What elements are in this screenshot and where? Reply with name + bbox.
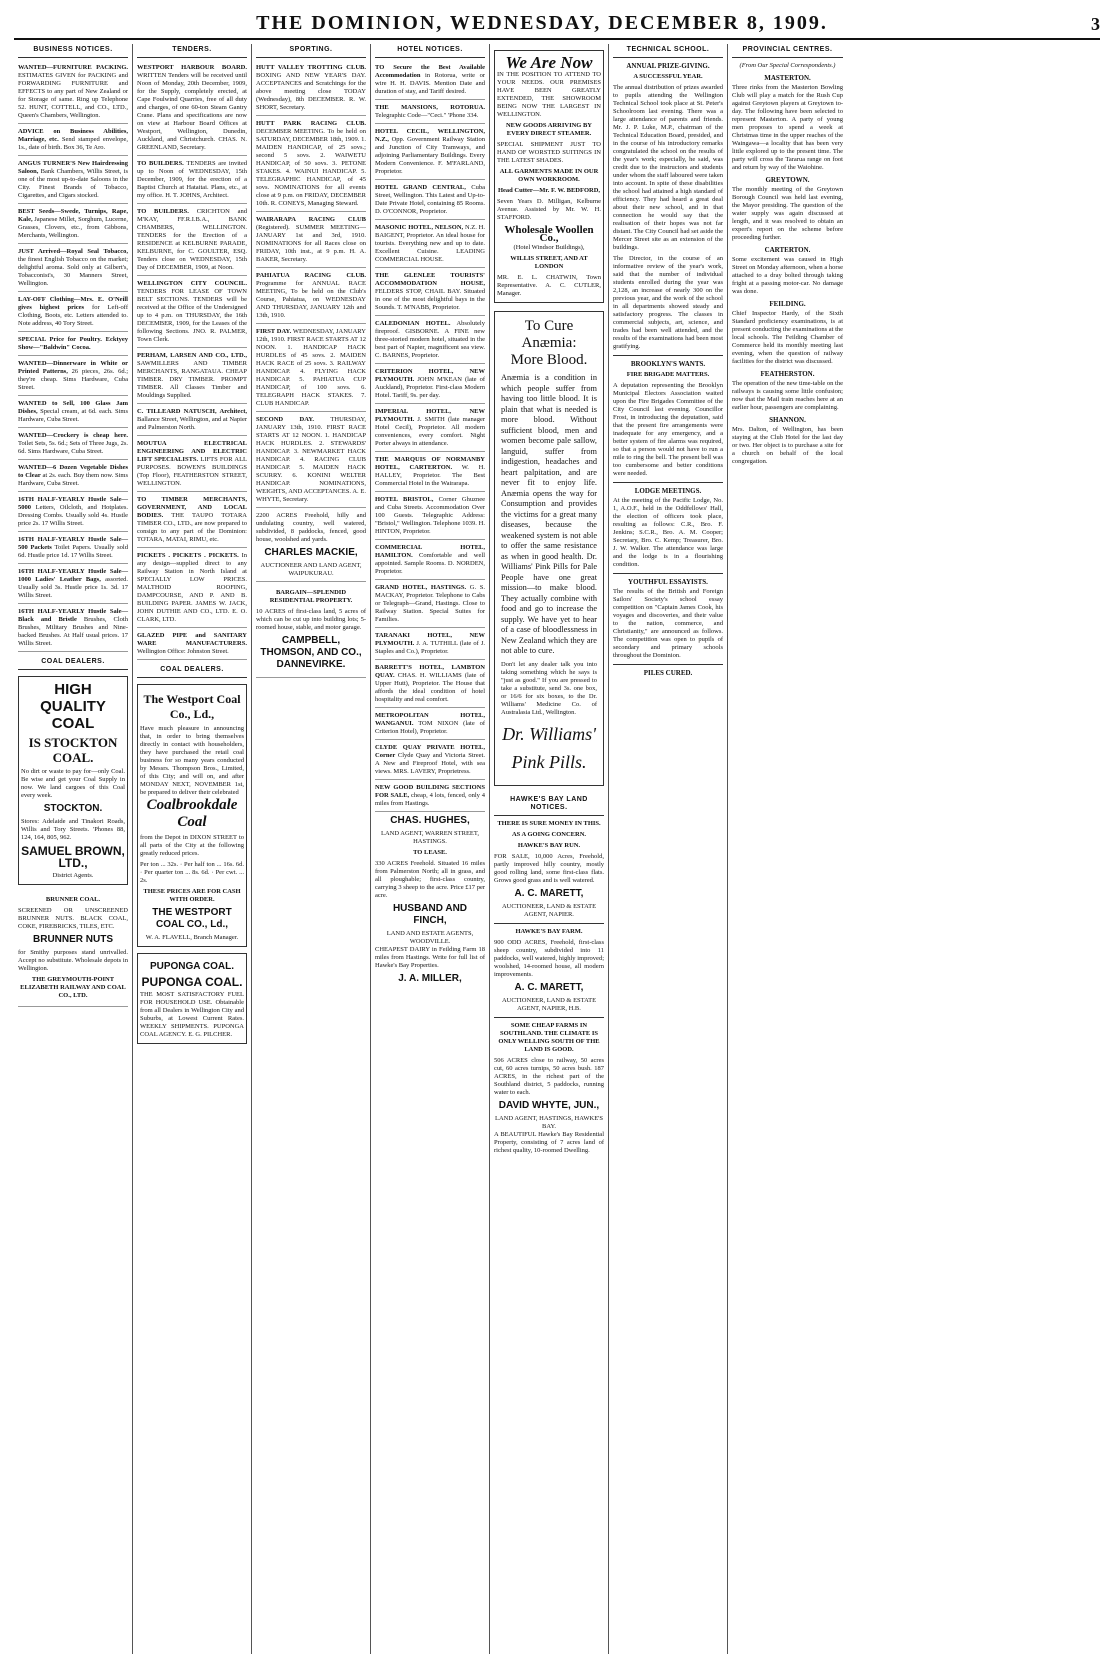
ad-subheadline: STOCKTON. xyxy=(43,803,103,814)
ad-text: W. H. HALLEY, Proprietor. The Best Commercial Hotel in the Wairarapa. xyxy=(375,464,485,487)
ad-caption: BRUNNER COAL. xyxy=(45,896,101,903)
ad-caption: HAWKE'S BAY FARM. xyxy=(515,927,583,935)
classified-ad xyxy=(137,206,247,276)
column-sporting xyxy=(252,44,371,1654)
ad-caption: FIRST DAY. xyxy=(256,328,292,335)
ad-caption: SECOND DAY. xyxy=(256,416,315,423)
article-paragraph: Chief Inspector Hardy, of the Sixth Standard proficiency examinations, is at present conducting the examinations at the local schools. The Feilding Chamber of Commerce held its monthly meeting last evening, when the question of railway facilities for the district was discussed. xyxy=(732,310,844,365)
ad-list xyxy=(18,62,128,652)
classified-ad xyxy=(137,438,247,492)
ad-body: Have much pleasure in announcing that, in order to bring themselves directly in contact with householders, they have purchased the retail coal business for so many years conducted by Messrs. Thompson Bros., Limited, of this City; and will on, and after MONDAY NEXT, NOVEMBER 1st, be prepared to deliver their celebrated xyxy=(140,725,244,796)
ad-caption: 16TH HALF-YEARLY Hustle Sale—Black and Bristle xyxy=(18,608,128,623)
ad-caption: PILES CURED. xyxy=(643,669,693,677)
ad-text: Wellington Office: Johnston Street. xyxy=(137,648,229,655)
article-subheading: FIRE BRIGADE MATTERS. xyxy=(626,371,710,378)
classified-ad xyxy=(375,582,485,628)
classified-ad xyxy=(375,454,485,492)
ad-body: SPECIAL SHIPMENT JUST TO HAND OF WORSTED SUITINGS IN THE LATEST SHADES. xyxy=(497,141,601,164)
ad-caption: WANTED—Dinnerware in White or Printed Patterns, xyxy=(18,360,128,375)
ad-body: 330 ACRES Freehold. Situated 16 miles from Palmerston North; all in grass, and all ploughable; first-class country, carrying 3 sheep to the acre. Price £17 per acre. xyxy=(375,860,485,899)
ad-text: FELDERS STOP, CHAIL BAY. Situated in one of the most delightful bays in the Sounds. T. M'NABB, Proprietor. xyxy=(375,288,485,311)
column-heading: TECHNICAL SCHOOL. xyxy=(613,44,723,58)
article-heading: YOUTHFUL ESSAYISTS. xyxy=(628,578,708,586)
ad-text: THURSDAY, JANUARY 13th, 1910. FIRST RACE STARTS AT 12 NOON. 1. HANDICAP HACK HURDLES. 2. STEWARDS' HANDICAP. 3. NEWMARKET HACK HANDICAP. 4. RACING CLUB HANDICAP. 5. MAIDEN HACK SCURRY. 6. KONINI WELTER HANDICAP. NOMINATIONS, WEIGHTS, AND ACCEPTANCES. A. E. WHYTE, Secretary. xyxy=(256,416,366,503)
ad-caption: ANGUS TURNER'S New Hairdressing Saloon, xyxy=(18,160,128,175)
ad-text: WRITTEN Tenders will be received until Noon of Monday, 20th December, 1909, for the Supply, completely erected, at Cape Foulwind Quarries, free of all duty and charges, of one 60-ton Steam Gantry Crane. Plans and specifications are now on view at Harbour Board Offices at Westport, Wellington, Dunedin, Auckland, and Christchurch. CHAS. N. GREENLAND, Secretary. xyxy=(137,72,247,151)
classified-ad xyxy=(18,566,128,604)
ad-caption: THE MARQUIS OF NORMANBY HOTEL, CARTERTON. xyxy=(375,456,485,471)
ad-caption: BARGAIN—SPLENDID RESIDENTIAL PROPERTY. xyxy=(269,589,353,604)
ad-list xyxy=(137,62,247,660)
ad-headline: HIGH QUALITY COAL xyxy=(40,681,106,732)
ad-caption: NEW GOOD BUILDING SECTIONS FOR SALE, xyxy=(375,784,485,799)
divider xyxy=(613,573,723,574)
classified-ad xyxy=(375,782,485,812)
article-heading: FEILDING. xyxy=(769,300,806,308)
article-subheading: ANNUAL PRIZE-GIVING. xyxy=(626,62,710,70)
ad-caption: HUTT VALLEY TROTTING CLUB. xyxy=(256,64,366,71)
ad-caption: HOTEL GRAND CENTRAL, xyxy=(375,184,466,191)
ad-text: Opp. Government Railway Station and Junction of City Tramways, and adjoining Parliamentary Buildings. Every Modern Convenience. F. M'FARLAND, Proprietor. xyxy=(375,136,486,175)
classified-ad xyxy=(137,494,247,548)
classified-ad xyxy=(256,214,366,268)
classified-ad xyxy=(375,182,485,220)
column-heading: BUSINESS NOTICES. xyxy=(18,44,128,58)
classified-ad xyxy=(375,102,485,124)
ad-text: THE TAUPO TOTARA TIMBER CO., LTD., are now prepared to consign to any part of the Dominion: TOTARA, MATAI, RIMU, etc. xyxy=(137,512,247,543)
column-heading: HOTEL NOTICES. xyxy=(375,44,485,58)
classified-ad xyxy=(18,494,128,532)
classified-ad xyxy=(375,742,485,780)
classified-ad xyxy=(137,406,247,436)
divider xyxy=(613,482,723,483)
article-paragraph: The operation of the new time-table on the railways is causing some little confusion; now that the Mail train reaches here at an earlier hour, passengers are complaining. xyxy=(732,380,844,411)
classified-ad xyxy=(256,62,366,116)
article-paragraph: The annual distribution of prizes awarded to pupils attending the Wellington Technical School took place at St. Peter's Schoolroom last evening. There was a large attendance of parents and friends. Mr. J. P. Luke, M.P., chairman of the Technical Education Board, presided, and in the course of his introductory remarks congratulated the school on the results of the year's work; especially, he said, was credit due to the instructors and students under whom the staff laboured were taken into account. In spite of these disabilities the school had attained a high standard of efficiency. They had heard a great deal about their new school, and in that connection he would say that the realisation of their hopes was not far distant. The City Council had set aside the Mercer Street site as an extension of the buildings. xyxy=(613,84,724,251)
ad-body: 900 ODD ACRES, Freehold, first-class sheep country, subdivided into 11 paddocks, well watered, highly improved; woolshed, 14-roomed house, all modern improvements. xyxy=(494,938,604,978)
ad-text: Telegraphic Code—"Ceci." 'Phone 334. xyxy=(375,112,479,119)
ad-caption: PICKETS . PICKETS . PICKETS. xyxy=(137,552,239,559)
advertiser-name: J. A. MILLER, xyxy=(398,973,462,984)
classified-ad xyxy=(375,542,485,580)
ad-headline: BRUNNER NUTS xyxy=(33,934,113,945)
advertiser-name: A. C. MARETT, xyxy=(514,887,584,899)
puponga-coal-ad xyxy=(137,953,247,1044)
ad-text: (Registered). SUMMER MEETING—JANUARY 1st and 3rd, 1910. NOMINATIONS for all Races close on FRIDAY, 10th inst., at 9 p.m. H. A. BAKER, Secretary. xyxy=(256,224,366,263)
classified-ad xyxy=(375,62,485,100)
ad-caption: WANTED—6 Dozen Vegetable Dishes to Clear xyxy=(18,464,128,479)
ad-caption: THERE IS SURE MONEY IN THIS. xyxy=(497,819,601,827)
classified-ad xyxy=(375,126,485,180)
advertiser-name: CHARLES MACKIE, xyxy=(264,547,358,558)
hawkes-bay-heading: HAWKE'S BAY LAND NOTICES. xyxy=(494,794,604,816)
article-heading: CARTERTON. xyxy=(764,246,811,254)
ad-text: J. A. TUTHILL (late of J. Staples and Co.), Proprietor. xyxy=(375,640,485,655)
ad-body: Stores: Adelaide and Tinakori Roads, Willis and Tory Streets. 'Phones 88, 124, 164, 805, 962. xyxy=(21,818,125,841)
ad-text: assorted. Usually sold 3s. Hustle price 1s. 3d. 17 Willis Street. xyxy=(18,576,128,599)
column-technical-school xyxy=(609,44,728,1654)
ad-text: Ballance Street, Wellington, and at Napier and Palmerston North. xyxy=(137,416,247,431)
westport-coal-ad xyxy=(137,684,247,947)
ad-caption: NEW GOODS ARRIVING BY EVERY DIRECT STEAMER. xyxy=(505,122,593,137)
ad-body: for Smithy purposes stand unrivalled. Accept no substitute. Wholesale depots in Wellington. xyxy=(18,949,128,972)
advertiser-name: THE WESTPORT COAL CO., Ld., xyxy=(152,907,232,930)
ad-text: J. SMITH (late manager Hotel Cecil), Proprietor. All modern conveniences, every comfort. Night Porter always in attendance. xyxy=(375,416,485,447)
divider xyxy=(613,664,723,665)
ad-text: Corner Ghuznee and Cuba Streets. Accommodation Over 100 Guests. Telegraphic Address: "Bristol," Wellington. Telephone 1039. H. HINTON, Proprietor. xyxy=(375,496,486,535)
ad-text: Absolutely fireproof. GISBORNE. A FINE new three-storied modern hotel, situated in the best part of Napier, magnificent sea view. C. BARNES, Proprietor. xyxy=(375,320,485,359)
classified-ad xyxy=(18,534,128,564)
ad-caption: HUTT PARK RACING CLUB. xyxy=(256,120,366,127)
column-heading: TENDERS. xyxy=(137,44,247,58)
ad-caption: COMMERCIAL HOTEL, HAMILTON. xyxy=(375,544,485,559)
ad-text: Brushes, Cloth Brushes, Military Brushes and Nine-backed Brushes. At Half usual prices. 17 Willis Street. xyxy=(18,616,128,647)
ad-text: Special cream, at 6d. each. Sims Hardware, Cuba Street. xyxy=(18,408,128,423)
ad-text: Bank Chambers, Willis Street, is one of the most up-to-date Saloons in the City. Finest Brands of Tobacco, Cigarettes, and Cigars stocked. xyxy=(18,168,128,199)
ad-text: ESTIMATES GIVEN for PACKING and FORWARDING FURNITURE and EFFECTS to any part of New Zealand or for Storage of same. Ring up Telephone 52. HUNT, COTTELL, and CO., LTD., Queen's Chambers, Wellington. xyxy=(18,72,128,119)
advertiser-role: LAND AGENT, HASTINGS, HAWKE'S BAY. xyxy=(495,1114,603,1130)
ad-caption: WANTED—Crockery is cheap here. xyxy=(18,432,128,439)
ad-headline: More Blood. xyxy=(510,352,588,368)
price-note: THESE PRICES ARE FOR CASH WITH ORDER. xyxy=(143,888,241,903)
ad-caption: PAHIATUA RACING CLUB. xyxy=(256,272,366,279)
ad-caption: ALL GARMENTS MADE IN OUR OWN WORKROOM. xyxy=(499,168,599,183)
article-paragraph: At the meeting of the Pacific Lodge, No. 1, A.O.F., held in the Oddfellows' Hall, the election of officers took place, resulting as follows: C.R., Bro. F. Jenkins; S.C.R., Bro. A. M. Cooper; Secretary, Bro. C. Kemp; Treasurer, Bro. J. W. Walker. The attendance was large and the lodge is in a flourishing condition. xyxy=(613,497,723,568)
masthead-title: THE DOMINION, WEDNESDAY, DECEMBER 8, 1909. xyxy=(256,12,828,34)
ad-text: Toilet Papers. Usually sold 6d. Hustle price 1d. 17 Willis Street. xyxy=(18,544,128,559)
article-paragraph: The Director, in the course of an informative review of the year's work, said that the number of individual students enrolled during the year was 2,128, an increase of nearly 300 on the previous year, and the work of the school in all departments showed steady and satisfactory progress. The classes in commercial subjects, art, science, and trades had been well attended, and the results of the examinations had been most gratifying. xyxy=(613,255,723,350)
advertiser-role: LAND AND ESTATE AGENTS, WOODVILLE. xyxy=(386,930,474,945)
divider xyxy=(494,923,604,924)
ad-text: TENDERS are invited up to Noon of WEDNESDAY, 15th December, 1909, for the erection of a Baptist Church at Hataitai. Plans, etc., at my office. H. T. JOHNS, Architect. xyxy=(137,160,247,199)
ad-caption: TO TIMBER MERCHANTS, GOVERNMENT, AND LOCAL BODIES. xyxy=(137,496,247,519)
ad-body: IN THE POSITION TO ATTEND TO YOUR NEEDS. OUR PREMISES HAVE BEEN GREATLY EXTENDED, THE SHOWROOM BEING NOW THE LARGEST IN WELLINGTON. xyxy=(497,71,601,118)
ad-headline: Coalbrookdale Coal xyxy=(146,797,238,830)
pink-pills-ad xyxy=(494,311,604,786)
article-heading: SHANNON. xyxy=(769,416,806,424)
classified-ad xyxy=(18,62,128,124)
ad-text: Send stamped envelope, 1s., date of birth. Box 36, Te Aro. xyxy=(18,136,129,151)
ad-text: WEDNESDAY, JANUARY 12th, 1910. FIRST RACE STARTS AT 12 NOON. 1. HANDICAP HACK HURDLES of 45 sovs. 2. MAIDEN HACK RACE of 25 sovs. 3. RAILWAY HANDICAP. 4. FLYING HACK HANDICAP. 5. PAHIATUA CUP HANDICAP, of 100 sovs. 6. TELEGRAPH HACK STAKES. 7. CLUB HANDICAP. xyxy=(256,328,366,407)
classified-ad xyxy=(256,270,366,324)
divider xyxy=(613,355,723,356)
advertiser-role: AUCTIONEER, LAND & ESTATE AGENT, NAPIER. xyxy=(501,902,597,918)
classified-ad xyxy=(375,662,485,708)
divider xyxy=(494,1017,604,1018)
ad-headline: IS STOCKTON COAL. xyxy=(28,735,118,765)
advertiser-name: SAMUEL BROWN, LTD., xyxy=(21,844,125,870)
ad-caption: TO Secure the Best Available Accommodation xyxy=(375,64,485,79)
ad-caption: WANTED—FURNITURE PACKING. xyxy=(18,64,128,71)
classified-ad xyxy=(256,118,366,212)
coal-dealers-heading: COAL DEALERS. xyxy=(18,656,128,670)
advertiser-role: AUCTIONEER, LAND & ESTATE AGENT, NAPIER, H.B. xyxy=(501,996,597,1012)
ad-body: Seven Years D. Milligan, Kelburne Avenue. Assisted by Mr. W. H. STAFFORD. xyxy=(497,198,601,221)
advertiser-name: HUSBAND AND FINCH, xyxy=(392,903,468,926)
article-paragraph: Some excitement was caused in High Street on Monday afternoon, when a horse attached to a dray bolted through taking fright at a passing motor-car. No damage was done. xyxy=(732,256,843,295)
ad-caption: WAIRARAPA RACING CLUB xyxy=(256,216,366,223)
article-paragraph: The monthly meeting of the Greytown Borough Council was held last evening, the Mayor presiding. The question of the water supply was again discussed at length, and it was resolved to obtain an expert's report on the scheme before proceeding further. xyxy=(732,186,843,241)
article-paragraph: Mrs. Dalton, of Wellington, has been staying at the Club Hotel for the last day or two. Her object is to purchase a site for a church on behalf of the local congregation. xyxy=(732,426,843,465)
ad-text: Japanese Millet, Sorghum, Lucerne, Grasses, Clovers, etc., from Gibbons, Merchants, Wellington. xyxy=(18,216,128,239)
land-ad xyxy=(256,510,366,582)
ad-text: Clyde Quay and Victoria Street. A New and Fireproof Hotel, with sea views. MRS. LAVERY, Proprietress. xyxy=(375,752,485,775)
ad-text: In any design—supplied direct to any Railway Station in North Island at SPECIALLY LOW PRICES. MALTHOID ROOFING, DAMPCOURSE, AND P. AND B. BUILDING PAPER. JAMES W. JACK, JOHN DUTHIE AND CO., LTD. E. O. CLARK, LTD. xyxy=(137,552,248,623)
ad-caption: TO BUILDERS. xyxy=(137,160,184,167)
classified-ad xyxy=(18,462,128,492)
ad-headline: PUPONGA COAL. xyxy=(141,975,243,989)
ad-caption: HAWKE'S BAY RUN. xyxy=(517,841,581,849)
ad-caption: WELLINGTON CITY COUNCIL. xyxy=(137,280,247,287)
advertiser-address: (Hotel Windsor Buildings), xyxy=(513,244,585,251)
column-business-notices xyxy=(14,44,133,1654)
ad-text: for Left-off Clothing, Boots, etc. Letters attended to. Note address, 40 Tory Street. xyxy=(18,304,129,327)
woollen-co-ad xyxy=(494,50,604,303)
ad-text: Comfortable and well appointed. Sample Rooms. D. NORDEN, Proprietor. xyxy=(375,552,486,575)
page-number: 3 xyxy=(1091,14,1100,34)
ad-text: DECEMBER MEETING. To be held on SATURDAY, DECEMBER 18th, 1909. 1. MAIDEN HANDICAP, of 25 sovs.; second 5 sovs. 2. WAIWETU HANDICAP, of 50 sovs. 3. PETONE STAKES. 4. WAINUI HANDICAP. 5. TELEGRAPHIC HANDICAP, of 45 sovs. NOMINATIONS for all events close at 9 p.m. on FRIDAY, DECEMBER 10th. R. CONEYS, Managing Steward. xyxy=(256,128,366,207)
ad-headline: The Westport Coal Co., Ld., xyxy=(143,692,241,721)
masthead xyxy=(14,10,1100,40)
classified-ad xyxy=(256,414,366,508)
ad-caption: 16TH HALF-YEARLY Hustle Sale—500 Packets xyxy=(18,536,128,551)
ad-caption: AS A GOING CONCERN. xyxy=(511,830,587,838)
ad-caption: WESTPORT HARBOUR BOARD. xyxy=(137,64,247,71)
ad-caption: WANTED to Sell, 100 Glass Jam Dishes, xyxy=(18,400,128,415)
land-ad xyxy=(256,584,366,678)
ad-caption: GLAZED PIPE and SANITARY WARE MANUFACTURERS. xyxy=(137,632,247,647)
advertiser-name: CAMPBELL, THOMSON, AND CO., DANNEVIRKE. xyxy=(260,635,362,670)
classified-ad xyxy=(18,358,128,396)
ad-body: 10 ACRES of first-class land, 5 acres of which can be cut up into building lots; 5-roomed house, stable, and motor garage. xyxy=(256,608,366,631)
ad-caption: TO BUILDERS. xyxy=(137,208,189,215)
ad-caption: ADVICE on Business Abilities, Marriage, etc. xyxy=(18,128,128,143)
article-heading: MASTERTON. xyxy=(764,74,811,82)
column-display-ads xyxy=(490,44,609,1654)
classified-ad xyxy=(18,294,128,332)
ad-list xyxy=(256,62,366,508)
classified-ad xyxy=(18,158,128,204)
column-provincial-centres xyxy=(728,44,847,1654)
classified-ad xyxy=(375,366,485,404)
coal-dealers-heading: COAL DEALERS. xyxy=(137,664,247,678)
columns xyxy=(14,44,1100,1654)
ad-caption: CALEDONIAN HOTEL. xyxy=(375,320,451,327)
ad-text: the finest English Tobacco on the market; delightful aroma. Sold only at Gilbert's, Tobacconist's, 30 Manners Street, Wellington. xyxy=(18,256,128,287)
ad-text: BOXING AND NEW YEAR'S DAY. ACCEPTANCES and Scratchings for the above meeting close TODAY (Wednesday), 8th DECEMBER. R. W. SHORT, Secretary. xyxy=(256,72,366,111)
classified-ad xyxy=(137,158,247,204)
ad-text: SAWMILLERS AND TIMBER MERCHANTS, RANGATAUA. CHEAP TIMBER. DRY TIMBER. PROMPT TIMBER. All Classes Timber and Mouldings Supplied. xyxy=(137,360,247,399)
column-heading: PROVINCIAL CENTRES. xyxy=(732,44,843,58)
ad-text: in Rotorua, write or wire H. H. DAVIS. Mention Date and duration of stay, and Tariff desired. xyxy=(375,72,485,95)
classified-ad xyxy=(18,606,128,652)
article-heading: BROOKLYN'S WANTS. xyxy=(630,360,706,368)
ad-caption: 16TH HALF-YEARLY Hustle Sale—5000 xyxy=(18,496,128,511)
ad-caption: C. TILLEARD NATUSCH, Architect, xyxy=(137,408,247,415)
ad-text: Toilet Sets, 5s. 6d.; Sets of Three Jugs, 2s. 6d. Sims Hardware, Cuba Street. xyxy=(18,440,128,455)
ad-text: G. S. MACKAY, Proprietor. Telephone to Cabs or Telegraph—Grand, Hastings. Close to Railway Station. Special Suites for Families. xyxy=(375,584,486,623)
classified-ad xyxy=(18,206,128,244)
ad-caption: THE GLENLEE TOURISTS' ACCOMMODATION HOUSE, xyxy=(375,272,485,287)
ad-caption: HOTEL CECIL, WELLINGTON, N.Z., xyxy=(375,128,485,143)
ad-caption: HOTEL BRISTOL, xyxy=(375,496,434,503)
ad-body: CHEAPEST DAIRY in Feilding Farm 18 miles from Hastings. Write for full list of Hawke's Bay Properties. xyxy=(375,946,485,969)
brunner-coal-ad xyxy=(18,891,128,1007)
column-tenders xyxy=(133,44,252,1654)
ad-caption: JUST Arrived—Royal Seal Tobacco, xyxy=(18,248,128,255)
ad-caption: CLYDE QUAY PRIVATE HOTEL, Corner xyxy=(375,744,485,759)
classified-ad xyxy=(256,326,366,412)
article-heading: GREYTOWN. xyxy=(765,176,810,184)
advertiser-role: LAND AGENT, WARREN STREET, HASTINGS. xyxy=(380,830,480,845)
column-heading: SPORTING. xyxy=(256,44,366,58)
advertiser-role: AUCTIONEER AND LAND AGENT, WAIPUKURAU. xyxy=(260,562,362,577)
ad-headline: PUPONGA COAL. xyxy=(149,961,235,972)
ad-text: Letters, Oilcloth, and Hotplates. Dressing Combs. Usually sold 4s. Hustle price 2s. 17 Willis Street. xyxy=(18,504,128,527)
ad-text: at 2s. each. Buy them now. Sims Hardware, Cuba Street. xyxy=(18,472,129,487)
ad-caption: MASONIC HOTEL, NELSON, xyxy=(375,224,464,231)
classified-ad xyxy=(18,398,128,428)
ad-caption: 16TH HALF-YEARLY Hustle Sale—1000 Ladies' Leather Bags, xyxy=(18,568,128,583)
classified-ad xyxy=(18,334,128,356)
advertiser-role: District Agents. xyxy=(52,872,94,879)
ad-body: 2200 ACRES Freehold, hilly and undulating country, well watered, subdivided, 8 paddocks, fenced, good house, woolshed and yards. xyxy=(256,512,366,543)
classified-ad xyxy=(18,430,128,460)
advertiser-name: Wholesale Woollen Co., xyxy=(504,224,594,244)
ad-text: Cuba Street, Wellington. This Latest and Up-to-Date Private Hotel, containing 85 Rooms. D. O'CONNOR, Proprietor. xyxy=(375,184,485,215)
classified-ad xyxy=(375,406,485,452)
ad-caption: TO LEASE. xyxy=(413,849,447,856)
advertiser-role: W. A. FLAVELL, Branch Manager. xyxy=(145,934,239,941)
classified-ad xyxy=(375,710,485,740)
column-hotel-notices xyxy=(371,44,490,1654)
ad-text: CHAS. H. WILLIAMS (late of Upper Hutt), Proprietor. The House that affords the ideal condition of hotel hospitality and real comfort. xyxy=(375,672,486,703)
column-subheading: (From Our Special Correspondents.) xyxy=(739,62,836,69)
classified-ad xyxy=(137,350,247,404)
advertiser-address: WILLIS STREET, AND AT LONDON xyxy=(510,255,588,270)
ad-body: SCREENED OR UNSCREENED BRUNNER NUTS. BLACK COAL, COKE, FIREBRICKS, TILES, ETC. xyxy=(18,907,128,930)
classified-ad xyxy=(375,270,485,316)
ad-body: Anæmia is a condition in which people suffer from having too little blood. It is plain that what is needed is more blood. Without sufficient blood, men and women become pale sallow, languid, suffer from indigestion, headaches and heart palpitation, and are never fit to enjoy life. Anæmia opens the way for Consumption and provides the victims for a great many diseases, because the weakened system is not able to offer the same resistance as when in good health. Dr. Williams' Pink Pills for Pale People have one great mission—to make blood. They actually combine with food and go to increase the supply. We have yet to hear of a case of bloodlessness in New Zealand which they are not able to cure. xyxy=(501,373,597,655)
ad-body: FOR SALE, 10,000 Acres, Freehold, partly improved hilly country, mostly good rolling land, some first-class flats. Grows good grass and is well watered. xyxy=(494,852,604,884)
classified-ad xyxy=(18,246,128,292)
ad-caption: SOME CHEAP FARMS IN SOUTHLAND. THE CLIMATE IS ONLY WELLING SOUTH OF THE LAND IS GOOD. xyxy=(498,1021,600,1053)
classified-ad xyxy=(375,494,485,540)
ad-body: 506 ACRES close to railway, 50 acres cut, 60 acres turnips, 50 acres bush. 187 ACRES, in the richest part of the Southland district, 5 paddocks, running water to each. xyxy=(494,1056,604,1096)
ad-note: Don't let any dealer talk you into taking something which he says is "just as good." If you are pressed to take a substitute, send 3s. one box, or 16/6 for six boxes, to the Dr. Williams' Medicine Co. of Australasia Ltd., Wellington. xyxy=(501,660,597,716)
price-list: Per ton ... 32s. · Per half ton ... 16s. 6d. · Per quarter ton ... 8s. 6d. · Per cwt. ... 2s. xyxy=(140,861,244,884)
article-paragraph: Three rinks from the Masterton Bowling Club will play a match for the Rush Cup against Greytown players at Greytown to-day. The following have been selected to represent Masterton. A party of young men proposes to spend a week at Christmas time in the upper reaches of the Waingawa—a locality that has been very little explored up to the present time. The party will cross the Tararua range on foot and return by way of the Waiohine. xyxy=(732,84,843,171)
advertiser-name: CHAS. HUGHES, xyxy=(390,815,470,826)
ad-caption: PERHAM, LARSEN AND CO., LTD., xyxy=(137,352,247,359)
article-subheading: A SUCCESSFUL YEAR. xyxy=(633,73,703,80)
advertiser-name: THE GREYMOUTH-POINT ELIZABETH RAILWAY AND COAL CO., LTD. xyxy=(20,976,126,999)
stockton-coal-ad xyxy=(18,676,128,885)
classified-ad xyxy=(137,278,247,348)
ad-caption: BEST Seeds—Swede, Turnips, Rape, Kale, xyxy=(18,208,128,223)
ad-caption: IMPERIAL HOTEL, NEW PLYMOUTH. xyxy=(375,408,485,423)
ad-brand: Dr. Williams' xyxy=(502,723,596,744)
ad-caption: SPECIAL Price for Poultry. Ecktyey Show—"Baldwin" Cocoa. xyxy=(18,336,128,351)
ad-headline: We Are Now xyxy=(505,53,593,72)
ad-text: CRICHTON and M'KAY, FF.R.I.B.A., BANK CHAMBERS, WELLINGTON. TENDERS for the Erection of a RESIDENCE at KELBURNE PARADE, KELBURNE, for C. GOULTER, ESQ. Tenders close on WEDNESDAY, 15th Day of DECEMBER, 1909, at Noon. xyxy=(137,208,247,271)
ad-text: cheap, 4 lots, fenced, only 4 miles from Hastings. xyxy=(375,792,486,807)
article-paragraph: The results of the British and Foreign Sailors' Society's school essay competition on "Captain James Cook, his voyages and discoveries, and their value to the nation, commerce, and Christianity," are announced as follows. The competition was open to pupils of secondary and primary schools throughout the Dominion. xyxy=(613,588,723,659)
ad-text: TOM NIXON (late of Criterion Hotel), Proprietor. xyxy=(375,720,485,735)
ad-caption: CRITERION HOTEL, NEW PLYMOUTH. xyxy=(375,368,485,383)
ad-caption: THE MANSIONS, ROTORUA. xyxy=(375,104,485,111)
ad-caption: MOUTUA ELECTRICAL ENGINEERING AND ELECTRIC LIFT SPECIALISTS. xyxy=(137,440,247,463)
ad-body: from the Depot in DIXON STREET to all parts of the City at the following greatly reduced prices. xyxy=(140,834,244,857)
ad-list xyxy=(375,62,485,812)
classified-ad xyxy=(137,62,247,156)
ad-body: THE MOST SATISFACTORY FUEL FOR HOUSEHOLD USE. Obtainable from all Dealers in Wellington City and Suburbs, at Lowest Current Rates. WEEKLY SHIPMENTS. PUPONGA COAL AGENCY. E. G. PILCHER. xyxy=(140,991,244,1038)
classified-ad xyxy=(18,126,128,156)
ad-text: Programme for ANNUAL RACE MEETING, To be held on the Club's Course, Pahiatua, on WEDNESDAY AND THURSDAY, JANUARY 12th and 13th, 1910. xyxy=(256,280,366,319)
classified-ad xyxy=(137,630,247,660)
article-paragraph: A deputation representing the Brooklyn Municipal Electors Association waited upon the Fire Brigades Committee of the City Council last evening. Councillor Frost, in introducing the deputation, said that the present fire arrangements were inadequate for any emergency, and a better system of fire alarms was required, so that a person would not have to run a mile to ring the bell. The present bell was too cumbersome and better conditions were needed. xyxy=(613,382,723,477)
ad-caption: BARRETT'S HOTEL, LAMBTON QUAY. xyxy=(375,664,485,679)
ad-headline: To Cure Anæmia: xyxy=(521,318,577,351)
ad-body: A BEAUTIFUL Hawke's Bay Residential Property, consisting of 7 acres land of richest quality, 10-roomed Dwelling. xyxy=(494,1130,604,1154)
ad-caption: METROPOLITAN HOTEL, WANGANUI. xyxy=(375,712,485,727)
article-heading: LODGE MEETINGS. xyxy=(634,487,702,495)
advertiser-name: A. C. MARETT, xyxy=(514,981,584,993)
classified-ad xyxy=(375,222,485,268)
ad-caption: Head Cutter—Mr. F. W. BEDFORD, xyxy=(497,187,601,194)
ad-text: TENDERS FOR LEASE OF TOWN BELT SECTIONS. TENDERS will be received at the Office of the Undersigned up to 4 p.m. on THURSDAY, the 16th DECEMBER, 1909, for the Leases of the following Sections. JNO. R. PALMER, Town Clerk. xyxy=(137,288,247,343)
classified-ad xyxy=(375,318,485,364)
ad-text: 26 pieces, 26s. 6d.; they're cheap. Sims Hardware, Cuba Street. xyxy=(18,368,129,391)
ad-caption: GRAND HOTEL, HASTINGS. xyxy=(375,584,467,591)
ad-brand: Pink Pills. xyxy=(511,751,587,772)
ad-text: N.Z. H. BAIGENT, Proprietor. An ideal house for tourists. Everything new and up to date. Excellent Cuisine. LEADING COMMERCIAL HOUSE. xyxy=(375,224,485,263)
ad-body: MR. E. L. CHATWIN, Town Representative. A. C. CUTLER, Manager. xyxy=(497,274,601,297)
ad-body: No dirt or waste to pay for—only Coal. Be wise and get your Coal Supply in now. We land cargoes of this Coal every week. xyxy=(21,768,125,799)
article-heading: FEATHERSTON. xyxy=(760,370,815,378)
ad-caption: TARANAKI HOTEL, NEW PLYMOUTH. xyxy=(375,632,485,647)
ad-text: JOHN M'KEAN (late of Auckland), Proprietor. First-class Modern Hotel. Tariff, 9s. per day. xyxy=(375,376,486,399)
advertiser-name: DAVID WHYTE, JUN., xyxy=(498,1099,600,1111)
classified-ad xyxy=(375,630,485,660)
ad-text: LIFTS FOR ALL PURPOSES. BOWEN'S BUILDINGS (Top Floor), FEATHERSTON STREET, WELLINGTON. xyxy=(137,456,248,487)
ad-caption: LAY-OFF Clothing—Mrs. E. O'Neill gives highest prices xyxy=(18,296,128,311)
classified-ad xyxy=(137,550,247,628)
